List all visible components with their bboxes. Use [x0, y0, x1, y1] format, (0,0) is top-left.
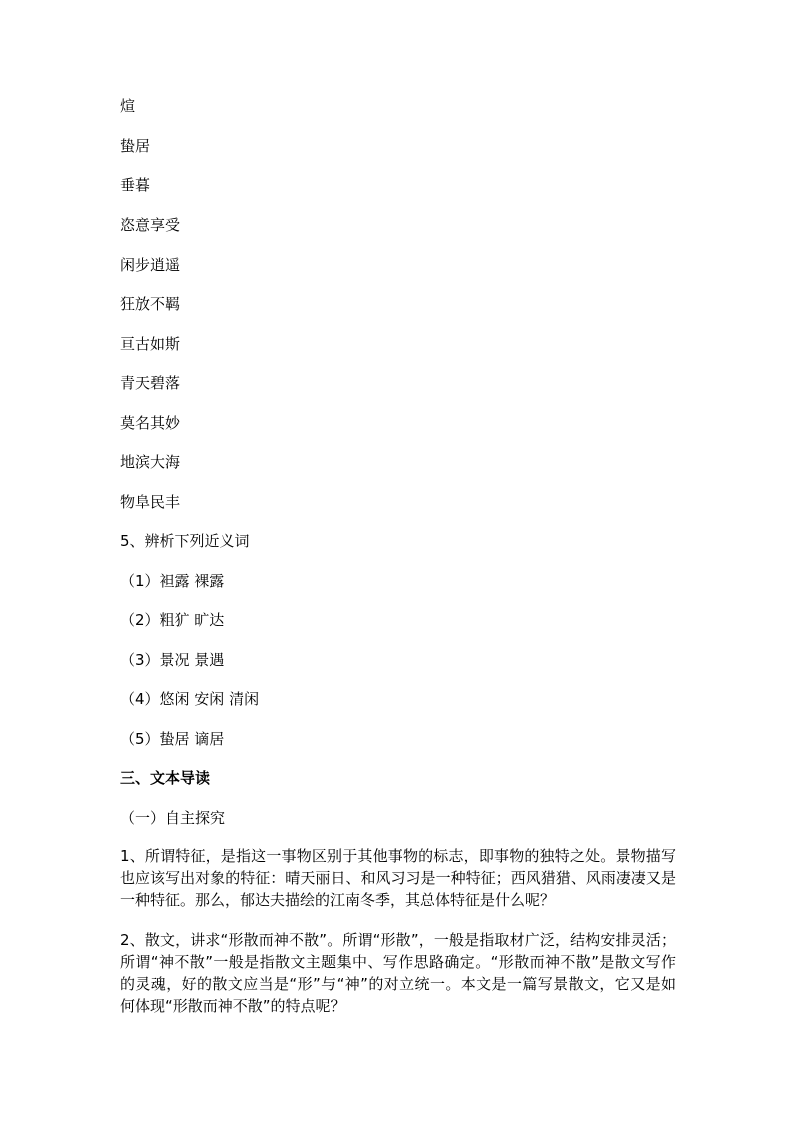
vocab-word: 狂放不羁: [120, 295, 181, 313]
vocab-word: 闲步逍遥: [120, 256, 181, 274]
synonym-item: （4）悠闲 安闲 清闲: [120, 690, 260, 708]
vocab-word: 物阜民丰: [120, 493, 181, 511]
synonym-item: （5）蛰居 谪居: [120, 730, 225, 748]
vocab-word: 莫名其妙: [120, 414, 181, 432]
synonym-item: （2）粗犷 旷达: [120, 611, 225, 629]
vocab-word: 蛰居: [120, 137, 151, 155]
vocab-word: 青天碧落: [120, 374, 181, 392]
vocab-word: 煊: [120, 97, 136, 115]
vocab-word: 地滨大海: [120, 453, 181, 471]
synonyms-title: 5、辨析下列近义词: [120, 532, 250, 550]
synonym-item: （1）袒露 裸露: [120, 572, 225, 590]
section-title: 三、文本导读: [120, 769, 211, 787]
section-subtitle: （一）自主探究: [120, 809, 226, 827]
vocab-word: 恣意享受: [120, 216, 181, 234]
paragraph: 2、散文，讲求“形散而神不散”。所谓“形散”，一般是指取材广泛，结构安排灵活；所谓“神不散”一般是指散文主题集中、写作思路确定。“形散而神不散”是散文写作的灵魂，好的散文应当是“形”与“神”的对立统一。本文是一篇写景散文，它又是如何体现“形散而神不散”的特点呢？: [120, 931, 676, 1015]
paragraph: 1、所谓特征，是指这一事物区别于其他事物的标志，即事物的独特之处。景物描写也应该写出对象的特征：晴天丽日、和风习习是一种特征；西风猎猎、风雨凄凄又是一种特征。那么，郁达夫描绘的江南冬季，其总体特征是什么呢？: [120, 847, 676, 909]
synonym-item: （3）景况 景遇: [120, 651, 225, 669]
vocab-word: 亘古如斯: [120, 335, 181, 353]
vocab-word: 垂暮: [120, 176, 151, 194]
